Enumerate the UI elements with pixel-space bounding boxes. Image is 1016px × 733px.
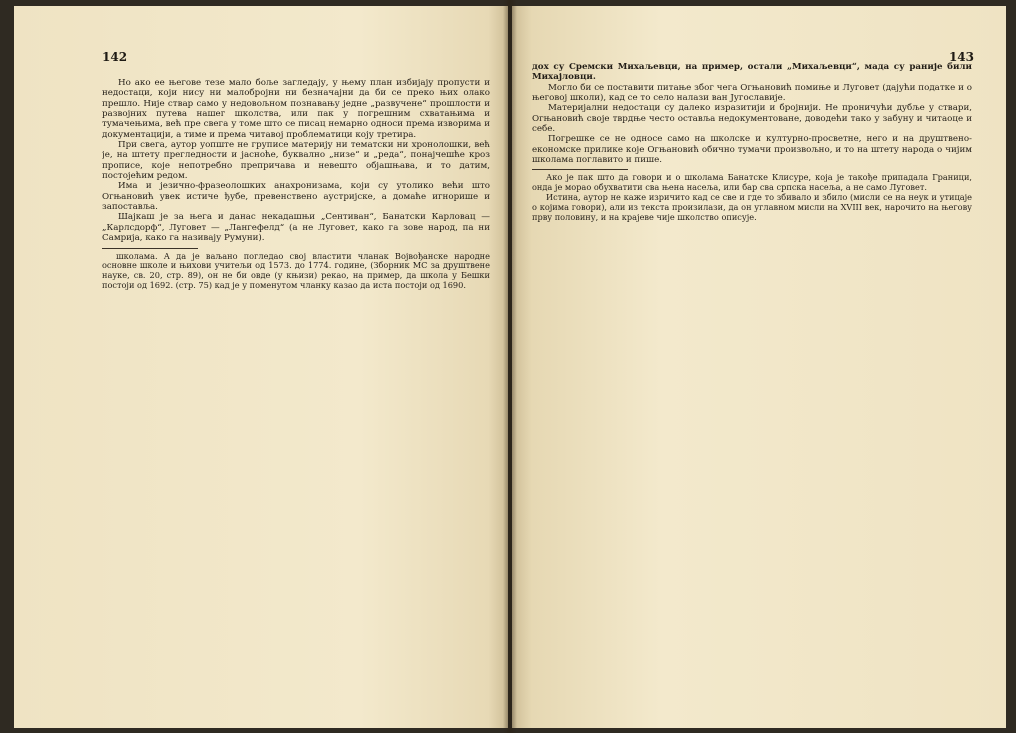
paragraph: Погрешке се не односе само на школске и културно-просветне, него и на друштвено-економске прилике које Огњановић обично тумачи произвољно, и то на штету народа о чијим школама поглавито и пише.: [532, 134, 972, 166]
lead-in-text: дох су Сремски Михаљевци, на пример, остали „Михаљевци“, мада су раније били Михајловци.: [532, 62, 972, 83]
paragraph: При свега, аутор уопште не груписе материју ни тематски ни хронолошки, већ је, на штету прегледности и јасноће, буквално „низе“ и „реда“, понајчешће кроз прописе, које непотребно препричава и невешто објашњава, и то датим, постојећим редом.: [102, 140, 490, 182]
left-page: [14, 6, 508, 728]
footnote: школама. А да је ваљано погледао свој властити чланак Војвођанске народне основне школе и њихови учитељи од 1573. до 1774. године, (Зборник МС за друштвене науке, св. 20, стр. 89), он не би овде (у књизи) рекао, на пример, да школа у Бешки постоји од 1692. (стр. 75) кад је у поменутом чланку казао да иста постоји од 1690.: [102, 250, 490, 290]
footnote: Истина, аутор не каже изричито кад се све и где то збивало и збило (мисли се на неук и утицаје о којима говори), али из текста произилази, да он углавном мисли на XVIII век, нарочито на његову прву половину, и на крајеве чије школство описује.: [532, 192, 972, 222]
footnote-rule: [102, 248, 198, 249]
book-gutter: [503, 0, 517, 733]
footnote-rule: [532, 169, 628, 170]
paragraph: Има и језично-фразеолошких анахронизама, који су утолико већи што Огњановић увек истиче ђубе, превенствено аустријске, а домаће игнорише и запоставља.: [102, 181, 490, 213]
paragraph: Материјални недостаци су далеко изразитији и бројнији. Не проничући дубље у ствари, Огњановић своје тврдње често оставља недокументоване, доводећи тако у забуну и читаоце и себе.: [532, 103, 972, 135]
left-page-text: [102, 78, 490, 706]
footnote: Ако је пак што да говори и о школама Банатске Клисуре, која је такође припадала Граници, онда је морао обухватити сва њена насеља, или бар сва српска насеља, а не само Луговет.: [532, 172, 972, 193]
right-page: [512, 6, 1006, 728]
paragraph: Шајкаш је за њега и данас некадашњи „Сентиван“, Банатски Карловац — „Карлсдорф“, Луговет — „Лангефелд“ (а не Луговет, како га зове народ, па ни Самрија, како га називају Румуни).: [102, 212, 490, 244]
paragraph: Но ако ее његове тезе мало боље загледају, у њему план избијају пропусти и недостаци, који нису ни малобројни ни безначајни да би се преко њих олако прешло. Није ствар само у недовољном познавању једне „развучене“ прошлости и развојних путева нашег школства, или пак у погрешним схватањима и тумачењима, већ пре свега у томе што се писац немарно односи према изворима и документацији, а тиме и према читавој проблематици коју третира.: [102, 78, 490, 140]
page-number-left: 142: [102, 50, 128, 64]
right-page-text: [532, 62, 972, 712]
page-number-right: 143: [948, 50, 974, 64]
paragraph: Могло би се поставити питање због чега Огњановић помиње и Луговет (дајући податке и о његовој школи), кад се то село налази ван Југославије.: [532, 82, 972, 104]
